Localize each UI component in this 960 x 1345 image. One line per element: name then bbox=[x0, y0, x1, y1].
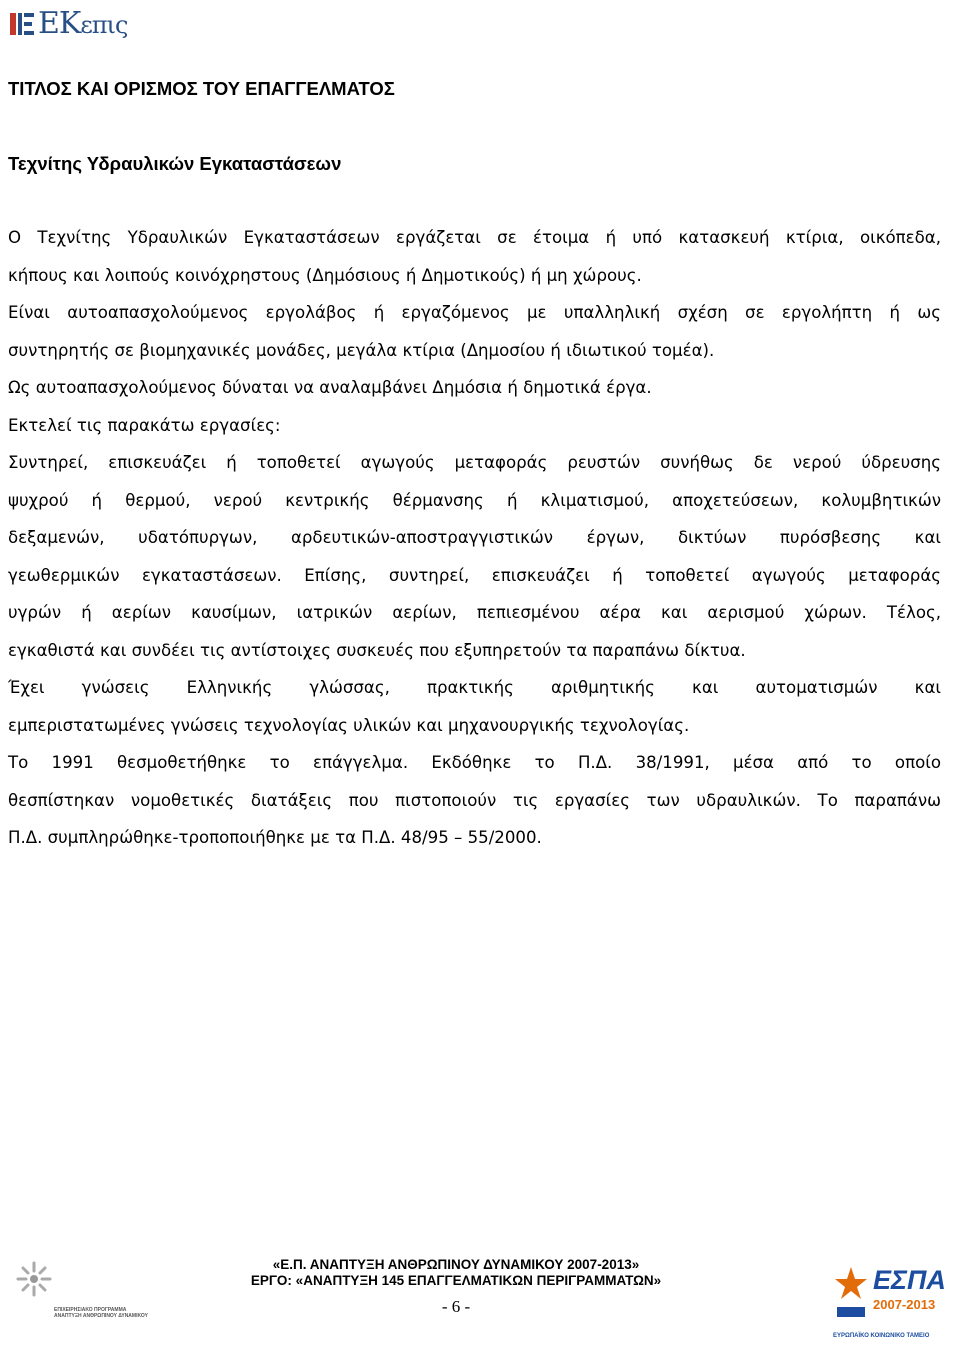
document-title: ΤΙΤΛΟΣ ΚΑΙ ΟΡΙΣΜΟΣ ΤΟΥ ΕΠΑΓΓΕΛΜΑΤΟΣ bbox=[8, 78, 395, 99]
body-line: γεωθερμικών εγκαταστάσεων. Επίσης, συντηρεί, επισκευάζει ή τοποθετεί αγωγούς μεταφοράς bbox=[8, 565, 941, 585]
programme-emblem-icon bbox=[14, 1259, 54, 1307]
programme-logo-caption: ΕΠΙΧΕΙΡΗΣΙΑΚΟ ΠΡΟΓΡΑΜΜΑ ΑΝΑΠΤΥΞΗ ΑΝΘΡΩΠΙΝΟΥ ΔΥΝΑΜΙΚΟΥ bbox=[54, 1307, 148, 1319]
espa-years: 2007-2013 bbox=[873, 1297, 936, 1312]
document-subtitle: Τεχνίτης Υδραυλικών Εγκαταστάσεων bbox=[8, 153, 342, 174]
espa-logo bbox=[833, 1263, 953, 1345]
operational-programme-logo bbox=[14, 1259, 148, 1341]
ekepis-logo bbox=[8, 4, 127, 44]
body-line: εγκαθιστά και συνδέει τις αντίστοιχες συσκευές που εξυπηρετούν τα παραπάνω δίκτυα. bbox=[8, 640, 746, 660]
body-line: Εκτελεί τις παρακάτω εργασίες: bbox=[8, 415, 281, 435]
espa-wordmark: ΕΣΠΑ bbox=[873, 1265, 946, 1295]
body-line: Είναι αυτοαπασχολούμενος εργολάβος ή εργαζόμενος με υπαλληλική σχέση σε εργολήπτη ή ως bbox=[8, 303, 941, 322]
espa-star-icon bbox=[833, 1263, 869, 1323]
logo-wordmark: ΕΚεπις bbox=[38, 6, 128, 41]
body-line: ψυχρού ή θερμού, νερού κεντρικής θέρμανσης ή κλιματισμού, αποχετεύσεων, κολυμβητικών bbox=[8, 490, 941, 510]
body-line: Π.Δ. συμπληρώθηκε-τροποποιήθηκε με τα Π.Δ. 48/95 – 55/2000. bbox=[8, 828, 542, 847]
footer-line-programme: «Ε.Π. ΑΝΑΠΤΥΞΗ ΑΝΘΡΩΠΙΝΟΥ ΔΥΝΑΜΙΚΟΥ 2007-2013» bbox=[272, 1257, 640, 1272]
footer-line-project: ΕΡΓΟ: «ΑΝΑΠΤΥΞΗ 145 ΕΠΑΓΓΕΛΜΑΤΙΚΩΝ ΠΕΡΙΓΡΑΜΜΑΤΩΝ» bbox=[250, 1273, 662, 1288]
body-line: Ο Τεχνίτης Υδραυλικών Εγκαταστάσεων εργάζεται σε έτοιμα ή υπό κατασκευή κτίρια, οικόπεδα, bbox=[8, 228, 941, 247]
ekepis-emblem-icon bbox=[8, 10, 36, 38]
body-line: Συντηρεί, επισκευάζει ή τοποθετεί αγωγούς μεταφοράς ρευστών συνήθως δε νερού ύδρευσης bbox=[8, 453, 941, 472]
body-line: εμπεριστατωμένες γνώσεις τεχνολογίας υλικών και μηχανουργικής τεχνολογίας. bbox=[8, 715, 690, 735]
body-line: συντηρητής σε βιομηχανικές μονάδες, μεγάλα κτίρια (Δημοσίου ή ιδιωτικού τομέα). bbox=[8, 340, 715, 360]
body-line: κήπους και λοιπούς κοινόχρηστους (Δημόσιους ή Δημοτικούς) ή μη χώρους. bbox=[8, 265, 642, 285]
body-line: υγρών ή αερίων καυσίμων, ιατρικών αερίων, πεπιεσμένου αέρα και αερισμού χώρων. Τέλος, bbox=[8, 603, 941, 622]
body-line: Έχει γνώσεις Ελληνικής γλώσσας, πρακτικής αριθμητικής και αυτοματισμών και bbox=[8, 678, 941, 697]
footer-project-text bbox=[200, 1257, 712, 1289]
document-body bbox=[8, 219, 941, 857]
body-line: Ως αυτοαπασχολούμενος δύναται να αναλαμβάνει Δημόσια ή δημοτικά έργα. bbox=[8, 378, 652, 397]
body-line: Το 1991 θεσμοθετήθηκε το επάγγελμα. Εκδόθηκε το Π.Δ. 38/1991, μέσα από το οποίο bbox=[8, 753, 941, 772]
body-line: δεξαμενών, υδατόπυργων, αρδευτικών-αποστραγγιστικών έργων, δικτύων πυρόσβεσης και bbox=[8, 528, 941, 547]
espa-caption: ΕΥΡΩΠΑΪΚΟ ΚΟΙΝΩΝΙΚΟ ΤΑΜΕΙΟ bbox=[833, 1333, 930, 1339]
page-number: - 6 - bbox=[441, 1297, 471, 1316]
page-footer bbox=[0, 1245, 960, 1345]
body-line: θεσπίστηκαν νομοθετικές διατάξεις που πιστοποιούν τις εργασίες των υδραυλικών. Το παραπάνω bbox=[8, 790, 941, 810]
